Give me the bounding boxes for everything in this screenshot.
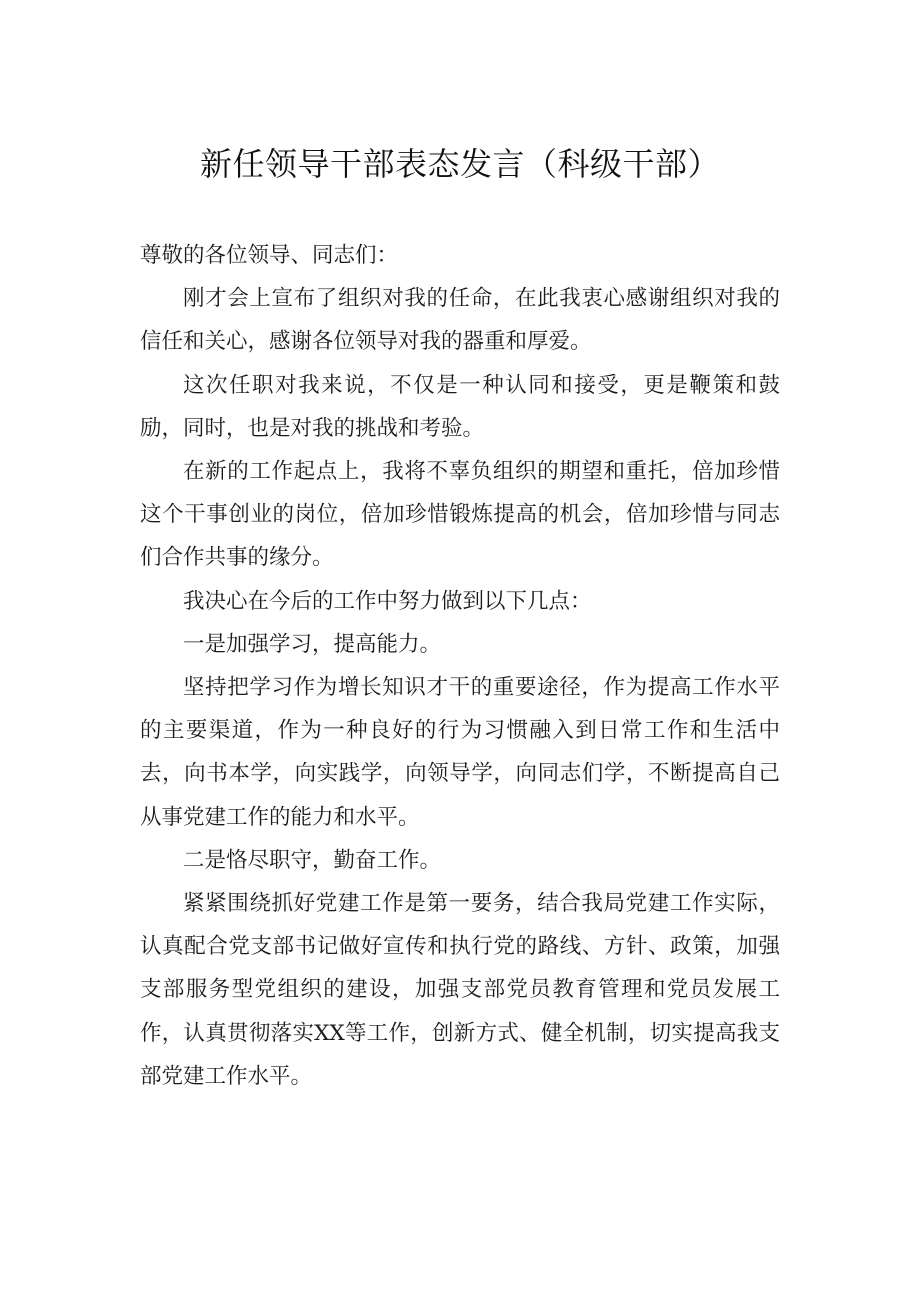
paragraph-thanks: 刚才会上宣布了组织对我的任命，在此我衷心感谢组织对我的信任和关心，感谢各位领导对我的器重和厚爱。 xyxy=(140,286,780,355)
heading-point-two: 二是恪尽职守，勤奋工作。 xyxy=(183,847,442,873)
document-body xyxy=(140,234,780,1098)
paragraph-point-one: 坚持把学习作为增长知识才干的重要途径，作为提高工作水平的主要渠道，作为一种良好的行为习惯融入到日常工作和生活中去，向书本学，向实践学，向领导学，向同志们学，不断提高自己从事党建工作的能力和水平。 xyxy=(140,675,780,830)
paragraph-point-two: 紧紧围绕抓好党建工作是第一要务，结合我局党建工作实际，认真配合党支部书记做好宣传和执行党的路线、方针、政策，加强支部服务型党组织的建设，加强支部党员教育管理和党员发展工作，认真贯彻落实XX等工作，创新方式、健全机制，切实提高我支部党建工作水平。 xyxy=(140,891,780,1089)
document-title: 新任领导干部表态发言（科级干部） xyxy=(199,145,720,183)
paragraph-new-starting-point: 在新的工作起点上，我将不辜负组织的期望和重托，倍加珍惜这个干事创业的岗位，倍加珍惜锻炼提高的机会，倍加珍惜与同志们合作共事的缘分。 xyxy=(140,459,780,571)
paragraph-appointment-meaning: 这次任职对我来说，不仅是一种认同和接受，更是鞭策和鼓励，同时，也是对我的挑战和考验。 xyxy=(140,372,780,441)
paragraph-resolution: 我决心在今后的工作中努力做到以下几点： xyxy=(183,588,592,614)
heading-point-one: 一是加强学习，提高能力。 xyxy=(183,631,442,657)
salutation: 尊敬的各位领导、同志们： xyxy=(140,243,399,268)
